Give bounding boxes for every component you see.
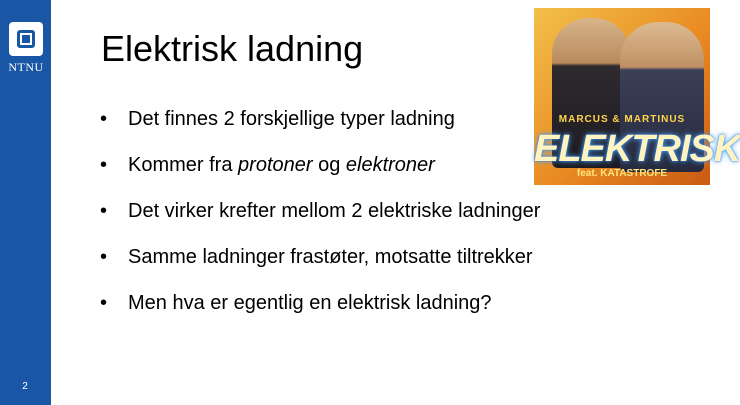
album-artist: MARCUS & MARTINUS (558, 114, 686, 125)
logo-text: NTNU (8, 60, 44, 74)
ntnu-sidebar (0, 0, 51, 405)
bullet-text (128, 154, 435, 177)
bullet-icon: • (100, 246, 108, 268)
bullet-item (100, 154, 540, 200)
bullet-icon: • (100, 108, 108, 130)
bullet-icon: • (100, 200, 108, 222)
album-cover-image (534, 8, 740, 185)
bullet-icon: • (100, 154, 108, 176)
album-feat: feat. KATASTROFE (576, 168, 668, 179)
bullet-text: Samme ladninger frastøter, motsatte tiltrekker (128, 246, 533, 268)
bullet-item (100, 200, 540, 246)
elektroner-emphasis: elektroner (345, 154, 435, 176)
bullet-text: Det virker krefter mellom 2 elektriske ladninger (128, 200, 541, 222)
bullet-text-part: og (312, 154, 346, 176)
page-number: 2 (22, 381, 28, 392)
album-title: ELEKTRISK (534, 128, 740, 170)
bullet-text: Det finnes 2 forskjellige typer ladning (128, 108, 455, 130)
bullet-text: Men hva er egentlig en elektrisk ladning? (128, 292, 492, 314)
bullet-icon: • (100, 292, 108, 314)
bullet-item (100, 108, 540, 154)
bullet-item (100, 246, 540, 292)
bullet-item (100, 292, 540, 338)
bullet-list (100, 108, 540, 338)
bullet-text-part: Kommer fra (128, 154, 239, 176)
ntnu-logo-icon (9, 22, 43, 56)
slide-title: Elektrisk ladning (101, 28, 364, 69)
protoner-emphasis: protoner (238, 154, 313, 176)
